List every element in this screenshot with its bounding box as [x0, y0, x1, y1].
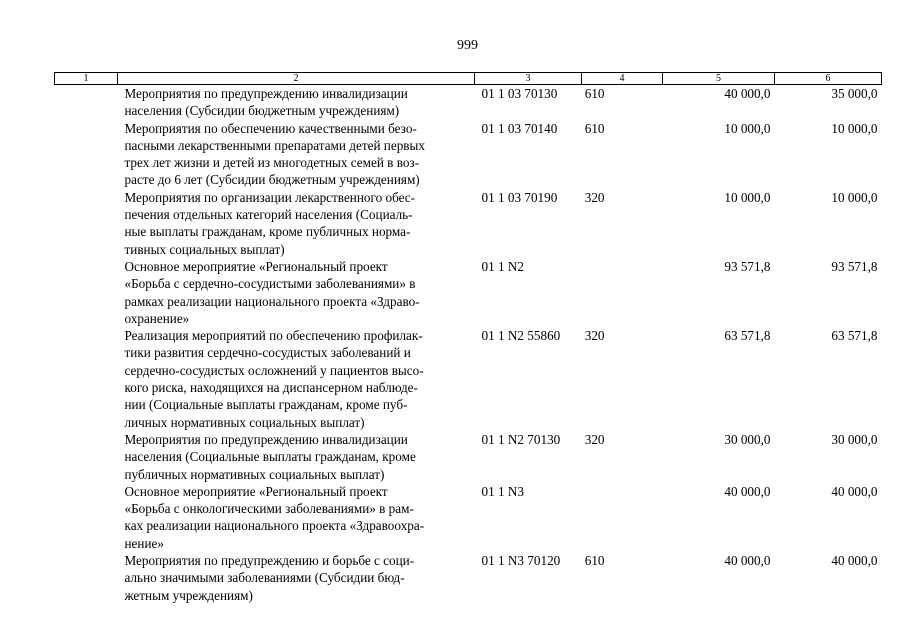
table-row — [55, 483, 882, 552]
classification-code-cell: 01 1 03 70130 — [481, 86, 558, 101]
item-name-line: охранение» — [124, 310, 190, 326]
empty-cell — [55, 431, 118, 483]
item-name-line: Мероприятия по предупреждению инвалидизации — [124, 431, 408, 447]
amount-col5-cell: 40 000,0 — [724, 553, 771, 569]
item-name-line: личных нормативных социальных выплат) — [124, 414, 365, 430]
table-row — [55, 85, 882, 120]
amount-col5-cell: 10 000,0 — [724, 189, 771, 205]
expense-type-cell: 320 — [584, 328, 605, 344]
expense-type-cell: 610 — [584, 120, 605, 136]
amount-col5-cell: 40 000,0 — [724, 86, 771, 101]
amount-col5-cell: 40 000,0 — [724, 483, 771, 499]
item-name-cell — [118, 85, 475, 120]
amount-col6-cell: 40 000,0 — [831, 553, 878, 569]
empty-cell — [55, 327, 118, 431]
amount-col5-cell: 30 000,0 — [724, 431, 771, 447]
column-number-3: 3 — [475, 73, 582, 85]
amount-col6-cell: 40 000,0 — [831, 483, 878, 499]
item-name-cell — [118, 120, 475, 189]
item-name-line: Мероприятия по предупреждению инвалидизации — [124, 86, 408, 101]
classification-code-cell: 01 1 03 70140 — [481, 120, 558, 136]
amount-col6-cell: 30 000,0 — [831, 431, 878, 447]
empty-cell — [55, 258, 118, 327]
amount-col5-cell: 10 000,0 — [724, 120, 771, 136]
amount-col5-cell: 93 571,8 — [724, 258, 771, 274]
expense-type-cell: 610 — [584, 553, 605, 569]
item-name-line: Основное мероприятие «Региональный проект — [124, 483, 388, 499]
item-name-line: жетным учреждениям) — [124, 587, 253, 603]
classification-code-cell: 01 1 N2 70130 — [481, 431, 561, 447]
table-row — [55, 189, 882, 258]
item-name-line: тивных социальных выплат) — [124, 241, 285, 257]
expense-type-cell: 610 — [584, 86, 605, 101]
column-number-1: 1 — [55, 73, 118, 85]
item-name-line: тики развития сердечно-сосудистых заболеваний и — [124, 345, 411, 361]
classification-code-cell: 01 1 N3 — [481, 483, 524, 499]
table-row — [55, 431, 882, 483]
table-row — [55, 327, 882, 431]
amount-col6-cell: 10 000,0 — [831, 189, 878, 205]
expense-type-cell: 320 — [584, 431, 605, 447]
item-name-line: кого риска, находящихся на диспансерном наблюде- — [124, 380, 418, 396]
table-body — [55, 85, 882, 604]
budget-table — [54, 72, 882, 604]
item-name-cell — [118, 327, 475, 431]
classification-code-cell: 01 1 N3 70120 — [481, 553, 561, 569]
item-name-line: трех лет жизни и детей из многодетных семей в воз- — [124, 155, 420, 171]
item-name-line: расте до 6 лет (Субсидии бюджетным учреждениям) — [124, 172, 420, 188]
item-name-cell — [118, 483, 475, 552]
item-name-line: нии (Социальные выплаты гражданам, кроме пуб- — [124, 397, 408, 413]
item-name-line: пасными лекарственными препаратами детей первых — [124, 137, 425, 153]
item-name-line: «Борьба с сердечно-сосудистыми заболеваниями» в — [124, 276, 416, 292]
item-name-line: Реализация мероприятий по обеспечению профилак- — [124, 328, 423, 344]
item-name-cell — [118, 431, 475, 483]
item-name-line: населения (Субсидии бюджетным учреждениям) — [124, 103, 400, 119]
classification-code-cell: 01 1 N2 55860 — [481, 328, 561, 344]
table-row — [55, 552, 882, 604]
item-name-line: публичных нормативных социальных выплат) — [124, 466, 385, 482]
empty-cell — [55, 552, 118, 604]
item-name-line: Мероприятия по организации лекарственного обес- — [124, 189, 416, 205]
item-name-line: населения (Социальные выплаты гражданам, кроме — [124, 449, 416, 465]
expense-type-cell: 320 — [584, 189, 605, 205]
item-name-line: печения отдельных категорий населения (Социаль- — [124, 207, 413, 223]
item-name-line: «Борьба с онкологическими заболеваниями» в рам- — [124, 501, 414, 517]
item-name-line: ально значимыми заболеваниями (Субсидии бюд- — [124, 570, 405, 586]
item-name-cell — [118, 189, 475, 258]
item-name-line: Мероприятия по предупреждению и борьбе с соци- — [124, 553, 415, 569]
item-name-line: Мероприятия по обеспечению качественными безо- — [124, 120, 417, 136]
amount-col6-cell: 10 000,0 — [831, 120, 878, 136]
column-number-2: 2 — [118, 73, 475, 85]
item-name-line: сердечно-сосудистых осложнений у пациентов высо- — [124, 362, 424, 378]
column-number-5: 5 — [663, 73, 775, 85]
item-name-line: рамках реализации национального проекта «Здраво- — [124, 293, 420, 309]
column-number-6: 6 — [775, 73, 882, 85]
empty-cell — [55, 483, 118, 552]
classification-code-cell: 01 1 03 70190 — [481, 189, 558, 205]
empty-cell — [55, 189, 118, 258]
expense-type-cell — [582, 258, 663, 327]
page-number: 999 — [457, 38, 478, 53]
amount-col6-cell: 93 571,8 — [831, 258, 878, 274]
amount-col6-cell: 35 000,0 — [831, 86, 878, 101]
empty-cell — [55, 85, 118, 120]
item-name-line: нение» — [124, 535, 164, 551]
amount-col6-cell: 63 571,8 — [831, 328, 878, 344]
table-row — [55, 120, 882, 189]
table-row — [55, 258, 882, 327]
item-name-cell — [118, 552, 475, 604]
item-name-cell — [118, 258, 475, 327]
empty-cell — [55, 120, 118, 189]
column-number-4: 4 — [582, 73, 663, 85]
amount-col5-cell: 63 571,8 — [724, 328, 771, 344]
item-name-line: ные выплаты гражданам, кроме публичных норма- — [124, 224, 411, 240]
item-name-line: Основное мероприятие «Региональный проект — [124, 258, 388, 274]
table-header — [55, 73, 882, 85]
expense-type-cell — [582, 483, 663, 552]
item-name-line: ках реализации национального проекта «Здравоохра- — [124, 518, 425, 534]
classification-code-cell: 01 1 N2 — [481, 258, 524, 274]
